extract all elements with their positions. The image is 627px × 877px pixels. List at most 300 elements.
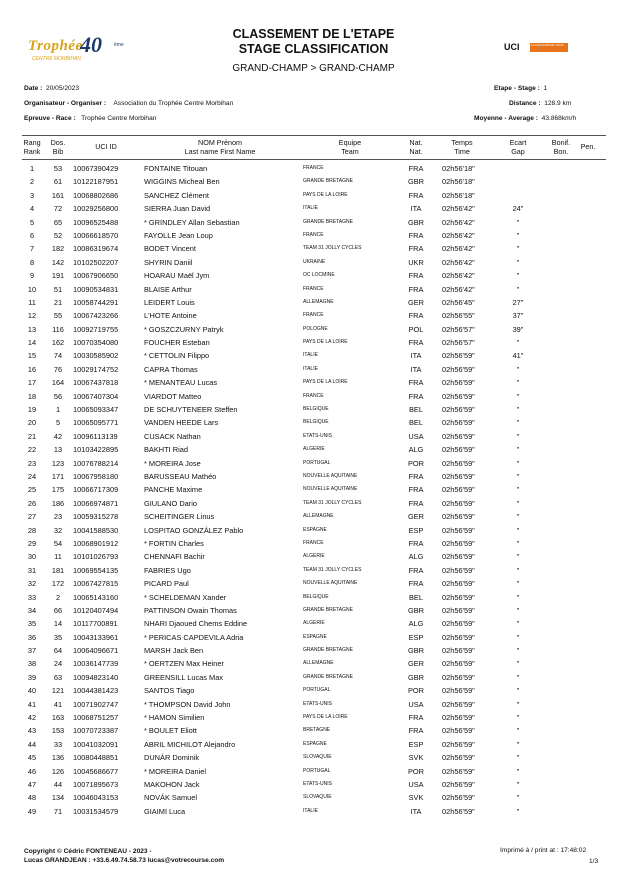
table-row bbox=[0, 229, 627, 242]
team-cell: GRANDE BRETAGNE bbox=[303, 218, 353, 225]
team-cell: BELGIQUE bbox=[303, 406, 329, 413]
uci-id-cell: 10067958180 bbox=[73, 471, 119, 481]
bib-cell: 1 bbox=[55, 405, 61, 415]
bib-cell: 153 bbox=[51, 726, 65, 736]
rider-name-cell: LOSPITAO GONZÁLEZ Pablo bbox=[144, 525, 244, 535]
uci-id-cell: 10036147739 bbox=[73, 659, 119, 669]
uci-id-cell: 10076788214 bbox=[73, 458, 119, 468]
uci-id-cell: 10069554135 bbox=[73, 565, 119, 575]
time-cell: 02h56'59" bbox=[442, 753, 475, 763]
uci-id-cell: 10070723387 bbox=[73, 726, 119, 736]
nationality-cell: FRA bbox=[408, 538, 424, 548]
table-row bbox=[0, 778, 627, 791]
nationality-cell: ESP bbox=[408, 632, 424, 642]
uci-id-cell: 10080448851 bbox=[73, 753, 119, 763]
bib-cell: 51 bbox=[53, 284, 63, 294]
time-cell: 02h56'59" bbox=[442, 351, 475, 361]
bib-cell: 123 bbox=[51, 458, 65, 468]
bib-cell: 172 bbox=[51, 579, 65, 589]
rider-name-cell: GREENSILL Lucas Max bbox=[144, 672, 224, 682]
team-cell: PORTUGAL bbox=[303, 459, 331, 466]
bib-cell: 41 bbox=[53, 699, 63, 709]
team-cell: ITALIE bbox=[303, 205, 318, 212]
table-row bbox=[0, 336, 627, 349]
col-uci: UCI ID bbox=[95, 142, 117, 151]
nationality-cell: FRA bbox=[408, 190, 424, 200]
gap-cell: 37" bbox=[512, 311, 524, 321]
team-cell: ITALIE bbox=[303, 807, 318, 814]
gap-cell: " bbox=[516, 579, 520, 589]
organiser-line bbox=[24, 100, 233, 107]
uci-id-cell: 10094823140 bbox=[73, 672, 119, 682]
uci-id-cell: 10067407304 bbox=[73, 391, 119, 401]
rank-cell: 8 bbox=[29, 257, 35, 267]
table-row bbox=[0, 483, 627, 496]
gap-cell: " bbox=[516, 512, 520, 522]
uci-id-cell: 10067906650 bbox=[73, 271, 119, 281]
rank-cell: 30 bbox=[27, 552, 37, 562]
gap-cell: " bbox=[516, 445, 520, 455]
table-row bbox=[0, 430, 627, 443]
gap-cell: " bbox=[516, 458, 520, 468]
rider-name-cell: * GRINDLEY Allan Sebastian bbox=[144, 217, 240, 227]
nationality-cell: POL bbox=[408, 324, 424, 334]
rank-cell: 27 bbox=[27, 512, 37, 522]
team-cell: FRANCE bbox=[303, 539, 324, 546]
rider-name-cell: * GOSZCZURNY Patryk bbox=[144, 324, 224, 334]
bib-cell: 11 bbox=[54, 552, 62, 562]
rider-name-cell: * BOULET Eliott bbox=[144, 726, 197, 736]
table-row bbox=[0, 591, 627, 604]
team-cell: PORTUGAL bbox=[303, 767, 331, 774]
gap-cell: " bbox=[516, 418, 520, 428]
uci-id-cell: 10096113139 bbox=[73, 431, 118, 441]
team-cell: ESPAGNE bbox=[303, 740, 327, 747]
table-row bbox=[0, 457, 627, 470]
table-row bbox=[0, 376, 627, 389]
rank-cell: 46 bbox=[27, 766, 37, 776]
uci-id-cell: 10041588530 bbox=[73, 525, 119, 535]
race-label: Epreuve - Race : bbox=[24, 115, 76, 122]
bib-cell: 64 bbox=[53, 646, 63, 656]
distance-label: Distance : bbox=[509, 100, 541, 107]
gap-cell: " bbox=[516, 713, 520, 723]
team-cell: ALGERIE bbox=[303, 446, 325, 453]
time-cell: 02h56'59" bbox=[442, 605, 475, 615]
team-cell: BELGIQUE bbox=[303, 593, 329, 600]
gap-cell: " bbox=[516, 284, 520, 294]
uci-id-cell: 10059315278 bbox=[73, 512, 119, 522]
bib-cell: 134 bbox=[51, 793, 65, 803]
uci-id-cell: 10068751257 bbox=[73, 713, 119, 723]
team-cell: PAYS DE LA LOIRE bbox=[303, 339, 348, 346]
gap-cell: " bbox=[516, 565, 520, 575]
bib-cell: 121 bbox=[51, 686, 65, 696]
gap-cell: 24" bbox=[512, 204, 524, 214]
rank-cell: 34 bbox=[27, 605, 37, 615]
rider-name-cell: GIAIMI Luca bbox=[144, 806, 186, 816]
team-cell: UKRAINE bbox=[303, 258, 326, 265]
classification-table bbox=[0, 162, 627, 818]
nationality-cell: FRA bbox=[408, 485, 424, 495]
rank-cell: 41 bbox=[27, 699, 37, 709]
table-row bbox=[0, 564, 627, 577]
table-row bbox=[0, 189, 627, 202]
rider-name-cell: BLAISE Arthur bbox=[144, 284, 192, 294]
rider-name-cell: BARUSSEAU Mathéo bbox=[144, 471, 217, 481]
time-cell: 02h56'59" bbox=[442, 485, 475, 495]
rider-name-cell: FONTAINE Titouan bbox=[144, 164, 208, 173]
col-pen: Pen. bbox=[580, 142, 596, 151]
uci-id-cell: 10046043153 bbox=[73, 793, 119, 803]
col-nat: Nat. Nat. bbox=[409, 138, 423, 156]
team-cell: NOUVELLE AQUITAINE bbox=[303, 472, 358, 479]
gap-cell: " bbox=[516, 498, 520, 508]
bib-cell: 35 bbox=[53, 632, 63, 642]
gap-cell: " bbox=[516, 244, 520, 254]
time-cell: 02h56'42" bbox=[442, 257, 475, 267]
rider-name-cell: L'HOTE Antoine bbox=[144, 311, 197, 321]
header-rule-top bbox=[22, 135, 606, 136]
logo-suffix: ème bbox=[114, 42, 124, 48]
team-cell: FRANCE bbox=[303, 312, 324, 319]
time-cell: 02h56'59" bbox=[442, 779, 475, 789]
team-cell: ALGERIE bbox=[303, 553, 325, 560]
nationality-cell: FRA bbox=[408, 338, 424, 348]
bib-cell: 136 bbox=[51, 753, 65, 763]
team-cell: PAYS DE LA LOIRE bbox=[303, 714, 348, 721]
uci-id-cell: 10066618570 bbox=[73, 230, 119, 240]
table-row bbox=[0, 684, 627, 697]
time-cell: 02h56'45" bbox=[442, 297, 475, 307]
time-cell: 02h56'42" bbox=[442, 230, 475, 240]
bib-cell: 13 bbox=[53, 445, 63, 455]
logo-word: Trophée bbox=[28, 38, 83, 54]
rank-cell: 24 bbox=[27, 471, 37, 481]
rider-name-cell: ABRIL MICHILOT Alejandro bbox=[144, 739, 236, 749]
gap-cell: " bbox=[516, 364, 520, 374]
nationality-cell: SVK bbox=[408, 793, 424, 803]
table-row bbox=[0, 711, 627, 724]
team-cell: PORTUGAL bbox=[303, 687, 331, 694]
team-cell: POLOGNE bbox=[303, 325, 328, 332]
team-cell: FRANCE bbox=[303, 165, 324, 171]
uci-id-cell: 10029174752 bbox=[73, 364, 119, 374]
bib-cell: 74 bbox=[53, 351, 63, 361]
team-cell: OC LOCMINE bbox=[303, 272, 335, 279]
bib-cell: 5 bbox=[55, 418, 61, 428]
bib-cell: 191 bbox=[51, 271, 65, 281]
bib-cell: 171 bbox=[51, 471, 65, 481]
table-row bbox=[0, 470, 627, 483]
time-cell: 02h56'59" bbox=[442, 726, 475, 736]
nationality-cell: FRA bbox=[408, 565, 424, 575]
bib-cell: 23 bbox=[53, 512, 63, 522]
rank-cell: 29 bbox=[27, 538, 37, 548]
date-line bbox=[24, 85, 79, 92]
bib-cell: 142 bbox=[51, 257, 65, 267]
nationality-cell: GBR bbox=[407, 672, 424, 682]
rank-cell: 12 bbox=[27, 311, 37, 321]
time-cell: 02h56'59" bbox=[442, 646, 475, 656]
rider-name-cell: FOUCHER Esteban bbox=[144, 338, 210, 348]
table-row bbox=[0, 363, 627, 376]
uci-id-cell: 10122187951 bbox=[73, 177, 119, 187]
rider-name-cell: * SCHELDEMAN Xander bbox=[144, 592, 227, 602]
gap-cell: 39" bbox=[512, 324, 524, 334]
rider-name-cell: MAKOHON Jack bbox=[144, 779, 200, 789]
time-cell: 02h56'59" bbox=[442, 525, 475, 535]
average-value: 43.868km/h bbox=[541, 115, 577, 122]
rank-cell: 23 bbox=[27, 458, 37, 468]
time-cell: 02h56'42" bbox=[442, 284, 475, 294]
stage-label: Etape - Stage : bbox=[494, 85, 540, 92]
nationality-cell: BEL bbox=[409, 418, 423, 428]
rider-name-cell: PATTINSON Owain Thomas bbox=[144, 605, 237, 615]
rank-cell: 49 bbox=[27, 806, 37, 816]
gap-cell: " bbox=[516, 592, 520, 602]
footer-copyright: Copyright © Cédric FONTENEAU - 2023 - bbox=[24, 848, 152, 855]
organiser-label: Organisateur - Organiser : bbox=[24, 100, 107, 107]
rider-name-cell: SANTOS Tiago bbox=[144, 686, 195, 696]
col-team: Equipe Team bbox=[338, 138, 362, 156]
rank-cell: 25 bbox=[27, 485, 37, 495]
bib-cell: 126 bbox=[51, 766, 65, 776]
table-row bbox=[0, 269, 627, 282]
bib-cell: 164 bbox=[51, 378, 65, 388]
gap-cell: " bbox=[516, 405, 520, 415]
gap-cell: 27" bbox=[512, 297, 524, 307]
nationality-cell: POR bbox=[407, 766, 424, 776]
distance-value: 128.9 km bbox=[544, 100, 572, 107]
time-cell: 02h56'18" bbox=[442, 164, 475, 173]
bib-cell: 44 bbox=[53, 779, 63, 789]
gap-cell: " bbox=[516, 271, 520, 281]
nationality-cell: FRA bbox=[408, 726, 424, 736]
uci-id-cell: 10071895673 bbox=[73, 779, 119, 789]
footer-page: 1/3 bbox=[589, 858, 599, 865]
bib-cell: 66 bbox=[53, 605, 63, 615]
rank-cell: 35 bbox=[27, 619, 37, 629]
rider-name-cell: * MENANTEAU Lucas bbox=[144, 378, 218, 388]
uci-id-cell: 10043133961 bbox=[73, 632, 119, 642]
gap-cell: " bbox=[516, 686, 520, 696]
table-row bbox=[0, 390, 627, 403]
rider-name-cell: BODET Vincent bbox=[144, 244, 196, 254]
time-cell: 02h56'59" bbox=[442, 431, 475, 441]
uci-id-cell: 10103422895 bbox=[73, 445, 119, 455]
title-fr: CLASSEMENT DE L'ETAPE bbox=[232, 27, 395, 41]
col-rank: Rang Rank bbox=[23, 138, 41, 156]
uci-brand: UCI bbox=[504, 42, 520, 52]
team-cell: ITALIE bbox=[303, 365, 318, 372]
team-cell: ITALIE bbox=[303, 352, 318, 359]
rank-cell: 28 bbox=[27, 525, 37, 535]
bib-cell: 71 bbox=[53, 806, 63, 816]
table-row bbox=[0, 349, 627, 362]
rank-cell: 9 bbox=[29, 271, 35, 281]
table-row bbox=[0, 791, 627, 804]
rank-cell: 21 bbox=[27, 431, 37, 441]
table-row bbox=[0, 162, 627, 175]
nationality-cell: FRA bbox=[408, 164, 424, 173]
uci-id-cell: 10096525488 bbox=[73, 217, 119, 227]
rider-name-cell: SANCHEZ Clément bbox=[144, 190, 209, 200]
time-cell: 02h56'59" bbox=[442, 391, 475, 401]
table-row bbox=[0, 524, 627, 537]
table-row bbox=[0, 577, 627, 590]
bib-cell: 76 bbox=[53, 364, 63, 374]
distance-line bbox=[509, 100, 571, 107]
rank-cell: 42 bbox=[27, 713, 37, 723]
time-cell: 02h56'18" bbox=[442, 190, 475, 200]
bib-cell: 61 bbox=[53, 177, 63, 187]
uci-id-cell: 10067437818 bbox=[73, 378, 119, 388]
rank-cell: 33 bbox=[27, 592, 37, 602]
gap-cell: " bbox=[516, 217, 520, 227]
bib-cell: 54 bbox=[53, 538, 63, 548]
team-cell: TEAM 31 JOLLY CYCLES bbox=[303, 566, 362, 573]
gap-cell: " bbox=[516, 471, 520, 481]
rank-cell: 47 bbox=[27, 779, 37, 789]
gap-cell: " bbox=[516, 672, 520, 682]
table-row bbox=[0, 738, 627, 751]
rank-cell: 5 bbox=[29, 217, 35, 227]
team-cell: ETATS-UNIS bbox=[303, 780, 332, 787]
stage-value: 1 bbox=[543, 85, 548, 92]
uci-id-cell: 10065093347 bbox=[73, 405, 119, 415]
bib-cell: 52 bbox=[53, 230, 63, 240]
table-row bbox=[0, 751, 627, 764]
uci-id-cell: 10029256800 bbox=[73, 204, 119, 214]
table-row bbox=[0, 242, 627, 255]
rank-cell: 40 bbox=[27, 686, 37, 696]
nationality-cell: FRA bbox=[408, 471, 424, 481]
gap-cell: " bbox=[516, 338, 520, 348]
uci-id-cell: 10044381423 bbox=[73, 686, 119, 696]
rider-name-cell: * THOMPSON David John bbox=[144, 699, 231, 709]
rider-name-cell: LEIDERT Louis bbox=[144, 297, 195, 307]
team-cell: TEAM 31 JOLLY CYCLES bbox=[303, 245, 362, 252]
rank-cell: 26 bbox=[27, 498, 37, 508]
nationality-cell: GER bbox=[407, 659, 424, 669]
rank-cell: 16 bbox=[27, 364, 37, 374]
nationality-cell: ITA bbox=[410, 204, 422, 214]
rank-cell: 37 bbox=[27, 646, 37, 656]
time-cell: 02h56'42" bbox=[442, 217, 475, 227]
average-label: Moyenne - Average : bbox=[474, 115, 538, 122]
rank-cell: 10 bbox=[27, 284, 37, 294]
gap-cell: " bbox=[516, 806, 520, 816]
table-row bbox=[0, 698, 627, 711]
rank-cell: 3 bbox=[29, 190, 35, 200]
uci-id-cell: 10090534831 bbox=[73, 284, 119, 294]
table-row bbox=[0, 283, 627, 296]
footer-printed: Imprimé à / print at : 17:48:02 bbox=[500, 847, 587, 854]
bib-cell: 24 bbox=[53, 659, 63, 669]
nationality-cell: USA bbox=[408, 431, 424, 441]
bib-cell: 53 bbox=[53, 164, 63, 173]
rank-cell: 22 bbox=[27, 445, 37, 455]
time-cell: 02h56'59" bbox=[442, 512, 475, 522]
uci-id-cell: 10071902747 bbox=[73, 699, 119, 709]
rider-name-cell: FAYOLLE Jean Loup bbox=[144, 230, 213, 240]
table-row bbox=[0, 497, 627, 510]
bib-cell: 163 bbox=[51, 713, 65, 723]
rider-name-cell: * MOREIRA Daniel bbox=[144, 766, 207, 776]
team-cell: ETATS-UNIS bbox=[303, 432, 332, 439]
rider-name-cell: FABRIES Ugo bbox=[144, 565, 191, 575]
uci-id-cell: 10066974871 bbox=[73, 498, 119, 508]
table-row bbox=[0, 323, 627, 336]
rider-name-cell: VANDEN HEEDE Lars bbox=[144, 418, 219, 428]
team-cell: TEAM 31 JOLLY CYCLES bbox=[303, 499, 362, 506]
nationality-cell: ESP bbox=[408, 525, 424, 535]
bib-cell: 175 bbox=[51, 485, 65, 495]
gap-cell: " bbox=[516, 619, 520, 629]
time-cell: 02h56'59" bbox=[442, 672, 475, 682]
bib-cell: 14 bbox=[53, 619, 63, 629]
rider-name-cell: * CETTOLIN Filippo bbox=[144, 351, 210, 361]
table-row bbox=[0, 296, 627, 309]
bib-cell: 33 bbox=[53, 739, 63, 749]
col-bonus: Bonif. Bon. bbox=[551, 138, 571, 156]
table-row bbox=[0, 671, 627, 684]
nationality-cell: FRA bbox=[408, 230, 424, 240]
time-cell: 02h56'59" bbox=[442, 405, 475, 415]
nationality-cell: GBR bbox=[407, 217, 424, 227]
time-cell: 02h56'59" bbox=[442, 699, 475, 709]
rider-name-cell: HOARAU Maël Jym bbox=[144, 271, 210, 281]
race-value: Trophée Centre Morbihan bbox=[81, 115, 157, 122]
gap-cell: " bbox=[516, 431, 520, 441]
rank-cell: 36 bbox=[27, 632, 37, 642]
col-bib: Dos. Bib bbox=[50, 138, 66, 156]
team-cell: BELGIQUE bbox=[303, 419, 329, 426]
rider-name-cell: MARSH Jack Ben bbox=[144, 646, 204, 656]
table-row bbox=[0, 657, 627, 670]
rider-name-cell: * MOREIRA Jose bbox=[144, 458, 201, 468]
table-row bbox=[0, 805, 627, 818]
table-row bbox=[0, 765, 627, 778]
team-cell: GRANDE BRETAGNE bbox=[303, 178, 353, 185]
team-cell: SLOVAQUIE bbox=[303, 794, 332, 801]
time-cell: 02h56'59" bbox=[442, 364, 475, 374]
time-cell: 02h56'59" bbox=[442, 806, 475, 816]
team-cell: GRANDE BRETAGNE bbox=[303, 606, 353, 613]
table-row bbox=[0, 724, 627, 737]
rank-cell: 38 bbox=[27, 659, 37, 669]
time-cell: 02h56'59" bbox=[442, 418, 475, 428]
gap-cell: " bbox=[516, 485, 520, 495]
time-cell: 02h56'59" bbox=[442, 498, 475, 508]
uci-id-cell: 10065143160 bbox=[73, 592, 119, 602]
time-cell: 02h56'59" bbox=[442, 471, 475, 481]
team-cell: ALLEMAGNE bbox=[303, 298, 334, 305]
bib-cell: 63 bbox=[53, 672, 63, 682]
team-cell: ALLEMAGNE bbox=[303, 513, 334, 520]
uci-id-cell: 10102502207 bbox=[73, 257, 119, 267]
bib-cell: 186 bbox=[51, 498, 65, 508]
bib-cell: 182 bbox=[51, 244, 65, 254]
rank-cell: 1 bbox=[29, 164, 35, 173]
time-cell: 02h56'59" bbox=[442, 619, 475, 629]
nationality-cell: GER bbox=[407, 512, 424, 522]
rank-cell: 2 bbox=[29, 177, 35, 187]
bib-cell: 181 bbox=[51, 565, 65, 575]
nationality-cell: ALG bbox=[408, 445, 424, 455]
gap-cell: " bbox=[516, 257, 520, 267]
